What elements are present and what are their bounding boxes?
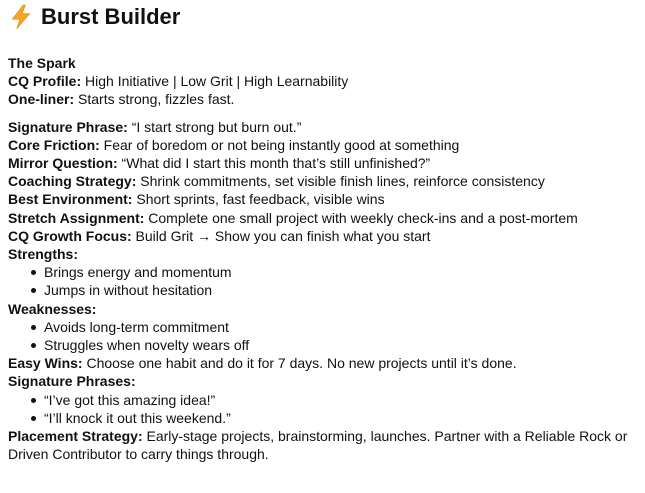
bullet-icon: [31, 325, 36, 330]
core-friction-line: [8, 136, 638, 154]
one-liner-line: [8, 90, 638, 108]
list-item-text: Brings energy and momentum: [44, 264, 232, 281]
growth-focus-label: CQ Growth Focus:: [8, 227, 132, 244]
growth-focus-value: Build Grit → Show you can finish what you start: [131, 227, 431, 244]
list-item: [8, 336, 638, 354]
list-item: [8, 318, 638, 336]
list-item-text: Struggles when novelty wears off: [44, 337, 250, 354]
coaching-strategy-value: Shrink commitments, set visible finish lines, reinforce consistency: [136, 173, 545, 190]
coaching-strategy-label: Coaching Strategy:: [8, 173, 137, 190]
core-friction-label: Core Friction:: [8, 136, 100, 153]
mirror-question-label: Mirror Question:: [8, 155, 118, 172]
list-item: [8, 409, 638, 427]
best-environment-label: Best Environment:: [8, 191, 133, 208]
strengths-list: [8, 263, 638, 299]
bullet-icon: [31, 270, 36, 275]
placement-strategy-label: Placement Strategy:: [8, 428, 143, 445]
signature-phrase-value: “I start strong but burn out.”: [127, 118, 302, 135]
cq-profile-label: CQ Profile:: [8, 73, 82, 90]
list-item: [8, 391, 638, 409]
spark-heading: The Spark: [8, 55, 76, 71]
page-title: Burst Builder: [41, 4, 181, 29]
signature-phrase-label: Signature Phrase:: [8, 118, 128, 135]
one-liner-value: Starts strong, fizzles fast.: [74, 91, 235, 108]
stretch-assignment-label: Stretch Assignment:: [8, 209, 145, 226]
stretch-assignment-line: [8, 209, 638, 227]
one-liner-label: One-liner:: [8, 91, 75, 108]
list-item-text: Avoids long-term commitment: [44, 318, 229, 335]
best-environment-value: Short sprints, fast feedback, visible wins: [132, 191, 385, 208]
cq-profile-value: High Initiative | Low Grit | High Learnability: [81, 73, 349, 90]
weaknesses-heading: Weaknesses:: [8, 300, 97, 317]
growth-focus-line: [8, 227, 638, 245]
list-item: [8, 263, 638, 281]
list-item-text: “I’ll knock it out this weekend.”: [44, 409, 231, 426]
list-item: [8, 281, 638, 299]
easy-wins-line: [8, 354, 638, 372]
placement-strategy-value: Early-stage projects, brainstorming, launches. Partner with a Reliable Rock or Driven Contributor to carry things through.: [8, 428, 628, 463]
list-item-text: “I’ve got this amazing idea!”: [44, 391, 216, 408]
coaching-strategy-line: [8, 172, 638, 190]
signature-phrases-heading: Signature Phrases:: [8, 373, 136, 390]
best-environment-line: [8, 190, 638, 208]
weaknesses-list: [8, 318, 638, 354]
bullet-icon: [31, 416, 36, 421]
strengths-heading: Strengths:: [8, 246, 78, 263]
easy-wins-value: Choose one habit and do it for 7 days. No new projects until it’s done.: [82, 355, 517, 372]
bullet-icon: [31, 288, 36, 293]
lightning-bolt-icon: [8, 4, 34, 30]
mirror-question-line: [8, 154, 638, 172]
signature-phrase-line: [8, 118, 638, 136]
cq-profile-line: [8, 72, 638, 90]
core-friction-value: Fear of boredom or not being instantly good at something: [99, 136, 460, 153]
title-row: [8, 2, 638, 32]
stretch-assignment-value: Complete one small project with weekly check-ins and a post-mortem: [144, 209, 578, 226]
easy-wins-label: Easy Wins:: [8, 355, 83, 372]
bullet-icon: [31, 343, 36, 348]
signature-phrases-list: [8, 391, 638, 427]
list-item-text: Jumps in without hesitation: [44, 282, 213, 299]
mirror-question-value: “What did I start this month that’s still unfinished?”: [117, 155, 431, 172]
bullet-icon: [31, 398, 36, 403]
spacer: [8, 109, 638, 118]
placement-strategy-line: [8, 427, 638, 463]
